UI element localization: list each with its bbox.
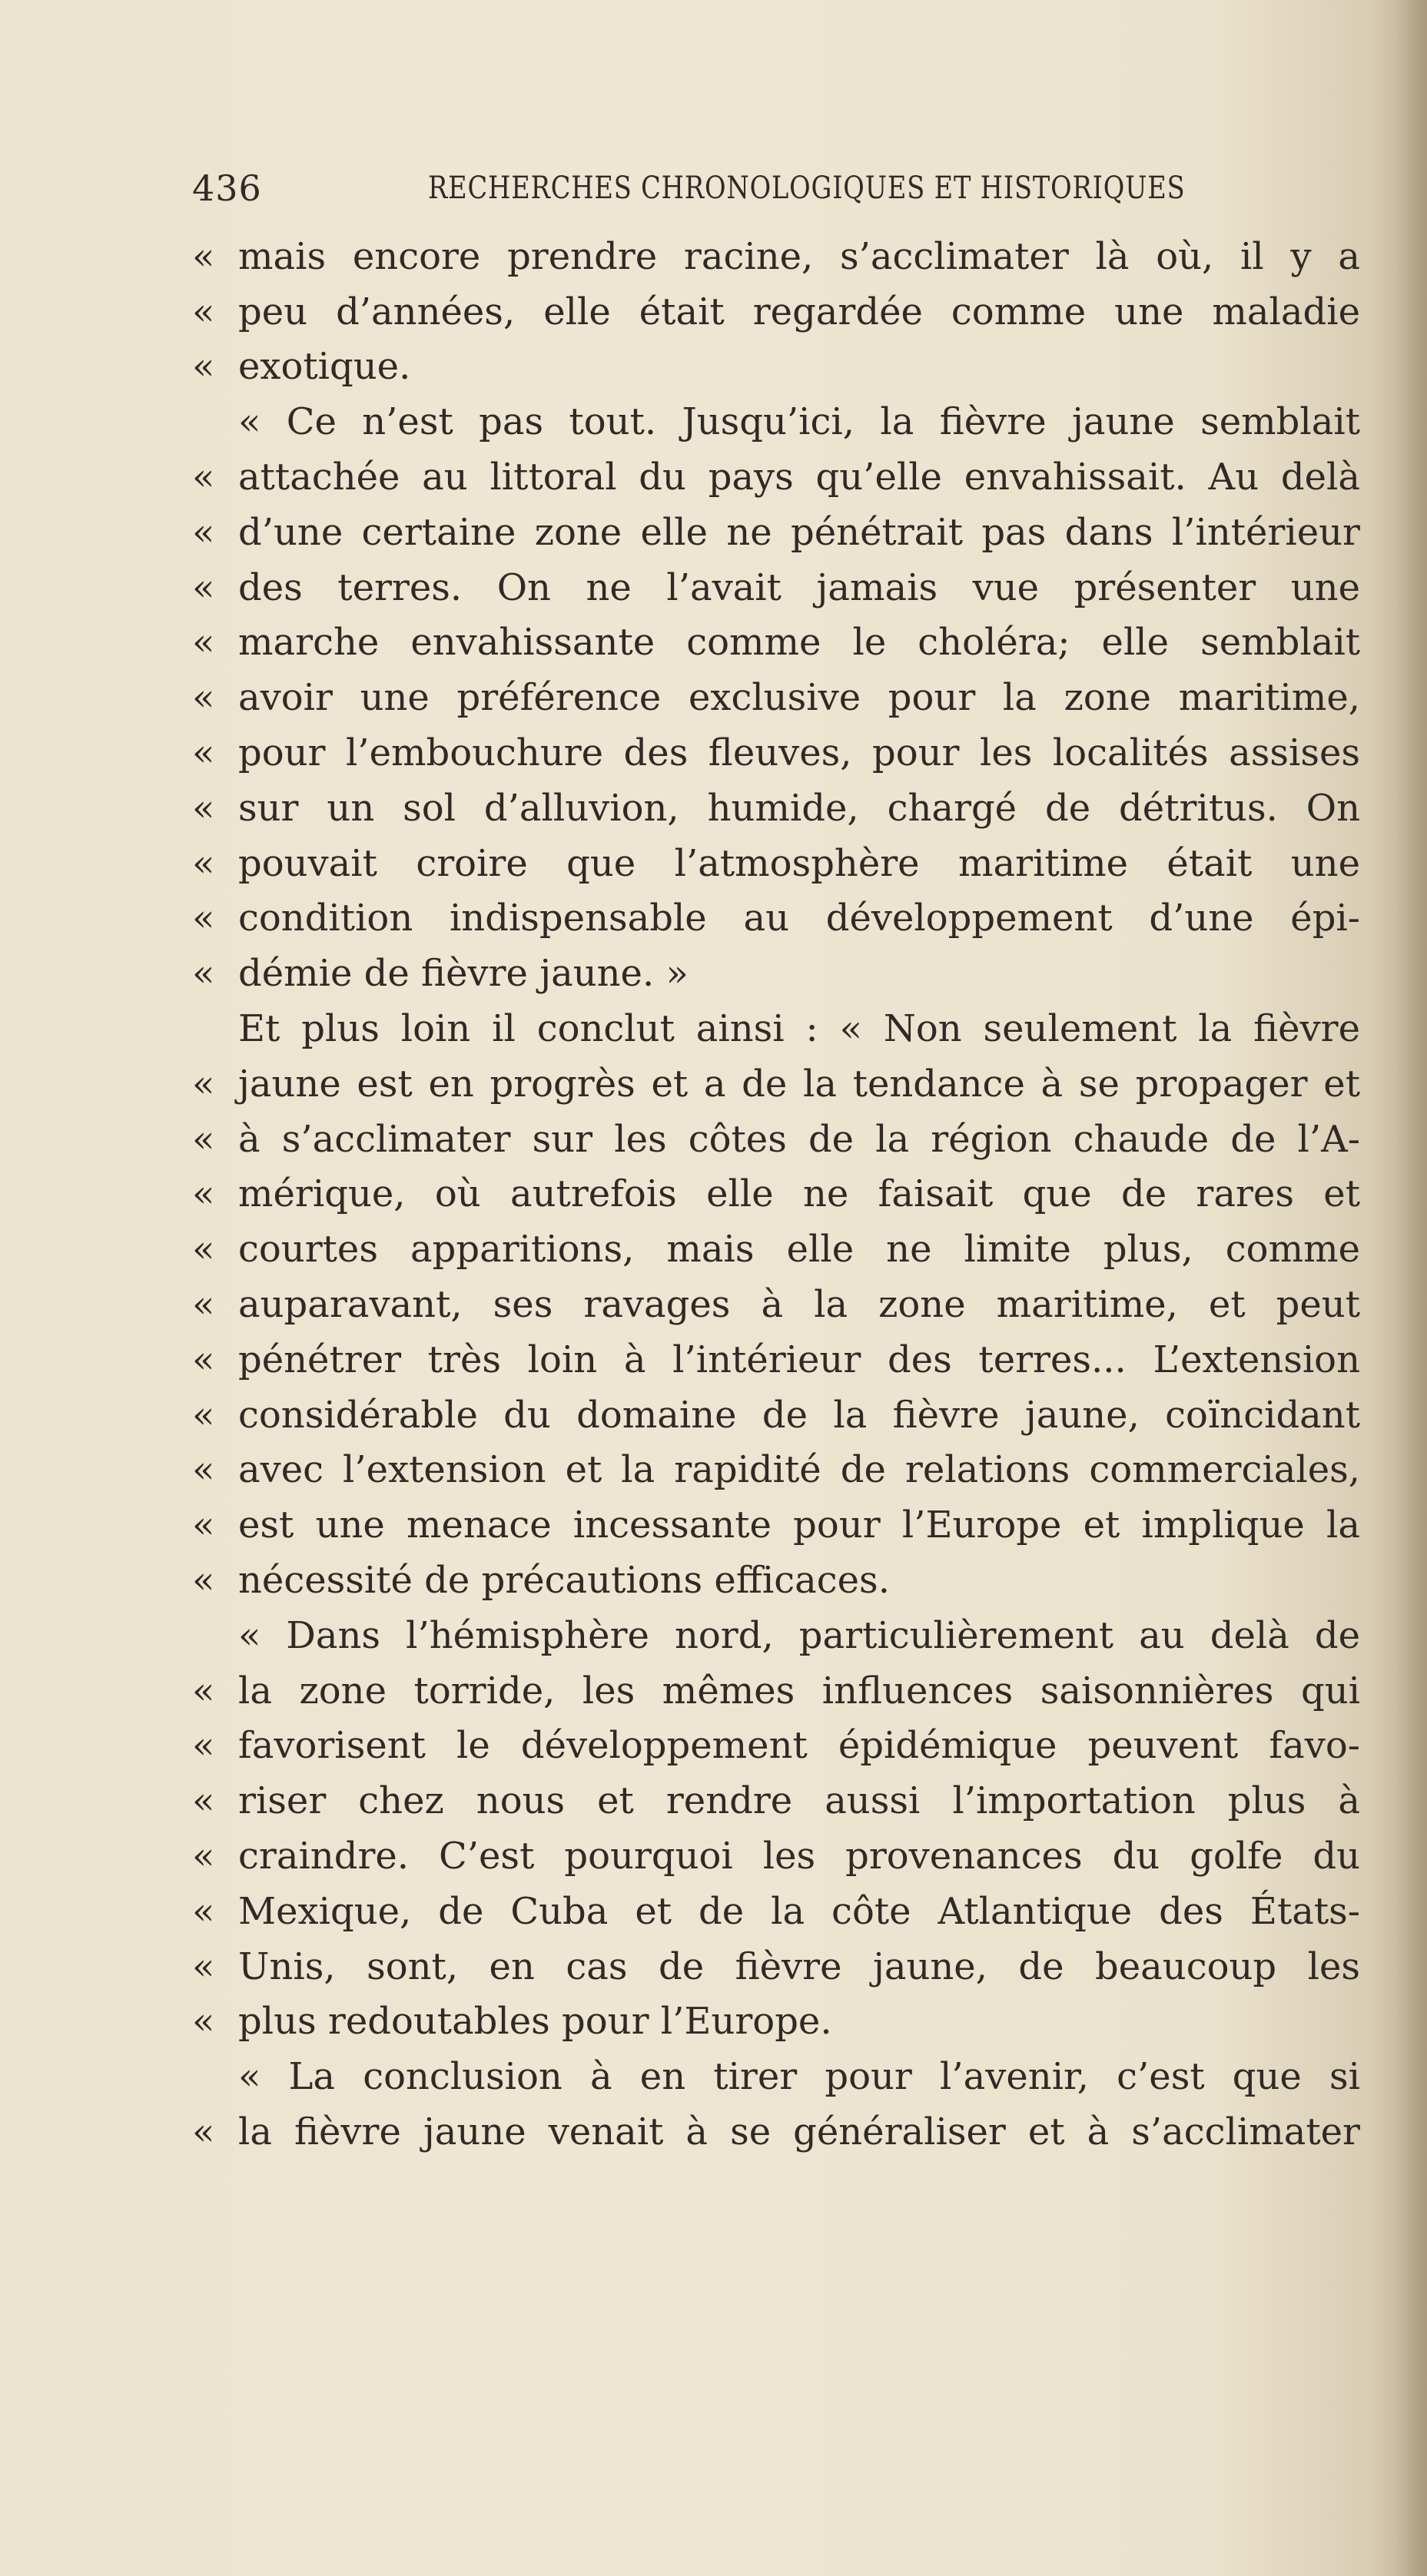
line-text: avec l’extension et la rapidité de relations commerciales, (238, 1448, 1360, 1491)
text-line (0, 560, 1427, 615)
line-text: à s’acclimater sur les côtes de la région chaude de l’A- (238, 1118, 1360, 1161)
text-line (0, 229, 1427, 284)
line-text: « Ce n’est pas tout. Jusqu’ici, la fièvre jaune semblait (238, 400, 1360, 443)
text-line (0, 1001, 1427, 1056)
text-line (0, 1497, 1427, 1553)
line-text: riser chez nous et rendre aussi l’importation plus à (238, 1779, 1360, 1822)
quote-mark: « (192, 1394, 215, 1437)
quote-mark: « (192, 235, 215, 278)
running-title: RECHERCHES CHRONOLOGIQUES ET HISTORIQUES (428, 171, 1186, 206)
quote-mark: « (192, 1835, 215, 1878)
line-text: sur un sol d’alluvion, humide, chargé de détritus. On (238, 787, 1360, 830)
quote-mark: « (192, 1118, 215, 1161)
text-line (0, 1553, 1427, 1608)
text-line (0, 2104, 1427, 2160)
quote-mark: « (192, 2000, 215, 2043)
quote-mark: « (192, 1283, 215, 1326)
line-text: la fièvre jaune venait à se généraliser et à s’acclimater (238, 2110, 1360, 2153)
text-line (0, 1277, 1427, 1332)
line-text: est une menace incessante pour l’Europe et implique la (238, 1503, 1360, 1547)
line-text: Unis, sont, en cas de fièvre jaune, de beaucoup les (238, 1945, 1360, 1988)
line-text: avoir une préférence exclusive pour la zone maritime, (238, 676, 1360, 719)
line-text: des terres. On ne l’avait jamais vue présenter une (238, 566, 1360, 609)
text-line (0, 1718, 1427, 1773)
quote-mark: « (192, 731, 215, 774)
quote-mark: « (192, 566, 215, 609)
line-text: pénétrer très loin à l’intérieur des terres... L’extension (238, 1338, 1360, 1381)
line-text: pouvait croire que l’atmosphère maritime était une (238, 842, 1360, 885)
text-line (0, 1773, 1427, 1828)
quote-mark: « (192, 456, 215, 499)
quote-mark: « (192, 1448, 215, 1491)
quote-mark: « (192, 1063, 215, 1106)
text-line (0, 1828, 1427, 1884)
line-text: favorisent le développement épidémique peuvent favo- (238, 1724, 1360, 1767)
line-text: « Dans l’hémisphère nord, particulièrement au delà de (238, 1614, 1360, 1657)
line-text: pour l’embouchure des fleuves, pour les localités assises (238, 731, 1360, 774)
text-line (0, 394, 1427, 449)
text-line (0, 1332, 1427, 1387)
quote-mark: « (192, 842, 215, 885)
line-text: auparavant, ses ravages à la zone maritime, et peut (238, 1283, 1360, 1326)
line-text: plus redoutables pour l’Europe. (238, 2000, 832, 2043)
quote-mark: « (192, 1724, 215, 1767)
text-line (0, 1994, 1427, 2049)
line-text: mérique, où autrefois elle ne faisait que de rares et (238, 1172, 1360, 1215)
quote-mark: « (192, 1559, 215, 1602)
line-text: courtes apparitions, mais elle ne limite plus, comme (238, 1228, 1360, 1271)
line-text: d’une certaine zone elle ne pénétrait pas dans l’intérieur (238, 511, 1360, 554)
quote-mark: « (192, 621, 215, 664)
quote-mark: « (192, 1945, 215, 1988)
quote-mark: « (192, 676, 215, 719)
text-line (0, 836, 1427, 891)
quote-mark: « (192, 1669, 215, 1712)
quote-mark: « (192, 952, 215, 995)
quote-mark: « (192, 2110, 215, 2153)
quote-mark: « (192, 290, 215, 333)
line-text: exotique. (238, 345, 411, 388)
quote-mark: « (192, 1172, 215, 1215)
quote-mark: « (192, 1228, 215, 1271)
line-text: mais encore prendre racine, s’acclimater là où, il y a (238, 235, 1360, 278)
quote-mark: « (192, 1338, 215, 1381)
text-line (0, 781, 1427, 836)
line-text: la zone torride, les mêmes influences saisonnières qui (238, 1669, 1360, 1712)
text-line (0, 1166, 1427, 1222)
quote-mark: « (192, 1779, 215, 1822)
line-text: démie de fièvre jaune. » (238, 952, 689, 995)
text-line (0, 1939, 1427, 1994)
line-text: considérable du domaine de la fièvre jaune, coïncidant (238, 1394, 1360, 1437)
line-text: craindre. C’est pourquoi les provenances du golfe du (238, 1835, 1360, 1878)
line-text: marche envahissante comme le choléra; elle semblait (238, 621, 1360, 664)
text-line (0, 505, 1427, 560)
text-line (0, 339, 1427, 394)
quote-mark: « (192, 511, 215, 554)
line-text: peu d’années, elle était regardée comme une maladie (238, 290, 1360, 333)
page-number: 436 (192, 167, 262, 209)
quote-mark: « (192, 1503, 215, 1547)
line-text: jaune est en progrès et a de la tendance à se propager et (238, 1063, 1360, 1106)
text-line (0, 1608, 1427, 1663)
text-line (0, 2049, 1427, 2104)
line-text: nécessité de précautions efficaces. (238, 1559, 890, 1602)
text-line (0, 670, 1427, 725)
text-line (0, 946, 1427, 1001)
text-line (0, 449, 1427, 505)
text-line (0, 1222, 1427, 1277)
text-line (0, 1112, 1427, 1167)
text-line (0, 890, 1427, 946)
quote-mark: « (192, 345, 215, 388)
text-line (0, 1663, 1427, 1719)
line-text: attachée au littoral du pays qu’elle envahissait. Au delà (238, 456, 1360, 499)
text-line (0, 615, 1427, 670)
quote-mark: « (192, 787, 215, 830)
line-text: condition indispensable au développement d’une épi- (238, 897, 1360, 940)
text-line (0, 1387, 1427, 1443)
line-text: Mexique, de Cuba et de la côte Atlantique des États- (238, 1890, 1360, 1933)
text-line (0, 725, 1427, 781)
quote-mark: « (192, 1890, 215, 1933)
quote-mark: « (192, 897, 215, 940)
text-line (0, 284, 1427, 340)
line-text: « La conclusion à en tirer pour l’avenir, c’est que si (238, 2055, 1360, 2098)
line-text: Et plus loin il conclut ainsi : « Non seulement la fièvre (238, 1007, 1360, 1050)
text-line (0, 1442, 1427, 1497)
text-line (0, 1056, 1427, 1112)
text-line (0, 1884, 1427, 1939)
